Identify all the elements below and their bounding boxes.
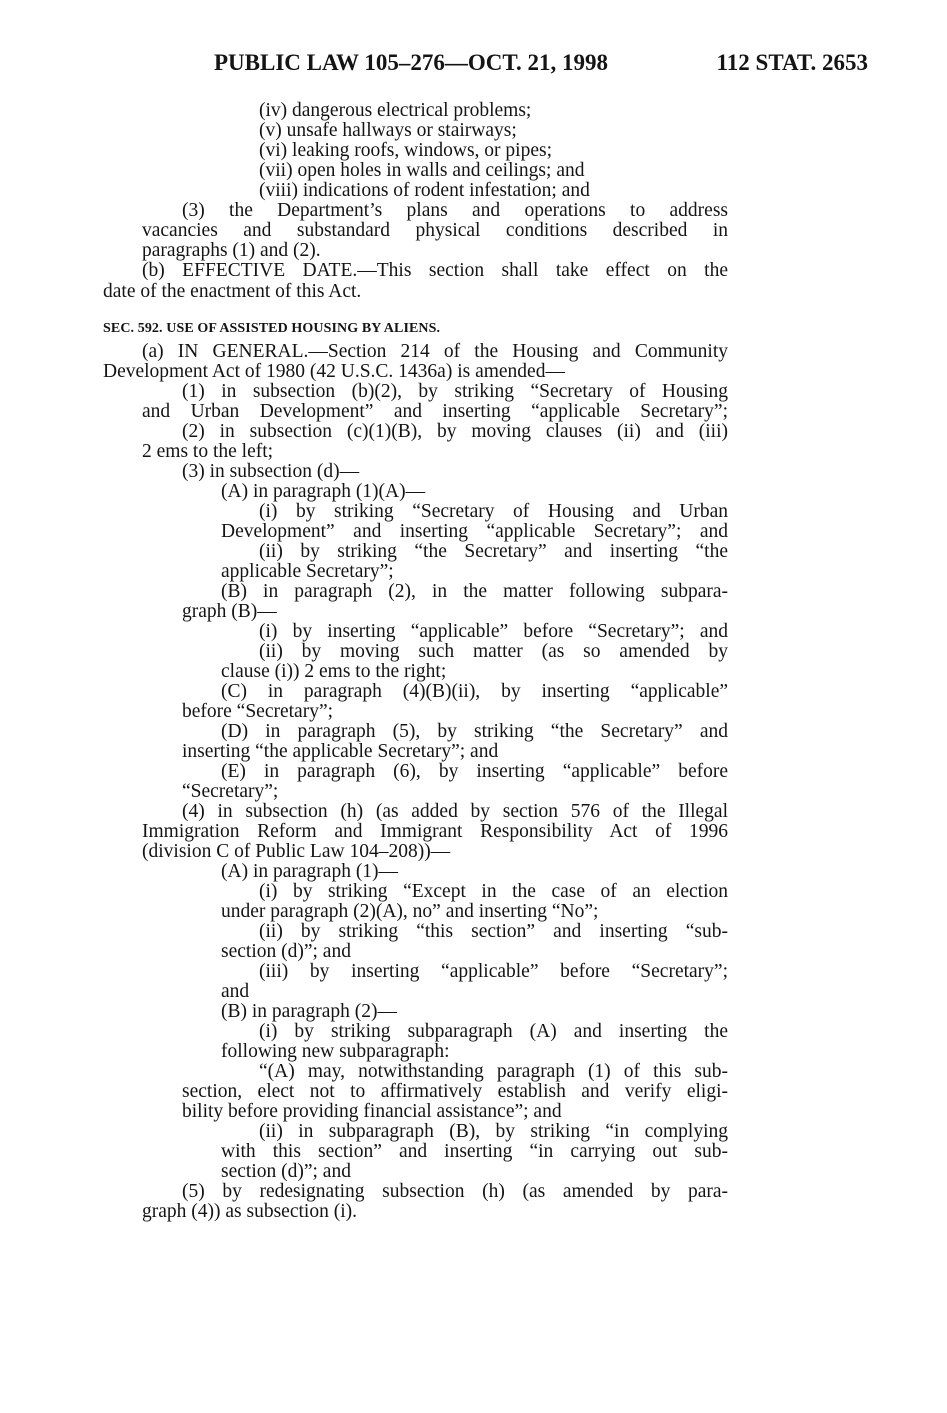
text-line: (ii) by striking “the Secretary” and inserting “the — [259, 541, 728, 562]
text-line: (i) by striking “Secretary of Housing and Urban — [259, 501, 728, 522]
text-line: bility before providing financial assistance”; and — [182, 1101, 562, 1122]
text-line: “(A) may, notwithstanding paragraph (1) of this sub- — [259, 1061, 728, 1082]
text-line: and Urban Development” and inserting “applicable Secretary”; — [142, 401, 728, 422]
text-line: date of the enactment of this Act. — [103, 281, 362, 302]
text-line: Development Act of 1980 (42 U.S.C. 1436a) is amended— — [103, 361, 565, 382]
text-line: inserting “the applicable Secretary”; and — [182, 741, 499, 762]
running-head — [214, 50, 868, 84]
text-line: (3) the Department’s plans and operations to address — [182, 200, 728, 221]
text-line: (B) in paragraph (2)— — [221, 1001, 397, 1022]
text-line: section (d)”; and — [221, 1161, 351, 1182]
text-line: (ii) by striking “this section” and inserting “sub- — [259, 921, 728, 942]
text-line: clause (i)) 2 ems to the right; — [221, 661, 447, 682]
text-line: (iv) dangerous electrical problems; — [259, 100, 532, 121]
text-line: (E) in paragraph (6), by inserting “applicable” before — [221, 761, 728, 782]
text-line: (b) EFFECTIVE DATE.—This section shall take effect on the — [142, 260, 728, 281]
text-line: before “Secretary”; — [182, 701, 334, 722]
text-line: 2 ems to the left; — [142, 441, 274, 462]
text-line: (4) in subsection (h) (as added by section 576 of the Illegal — [182, 801, 728, 822]
text-line: section, elect not to affirmatively establish and verify eligi- — [182, 1081, 728, 1102]
section-heading: SEC. 592. USE OF ASSISTED HOUSING BY ALIENS. — [103, 321, 441, 336]
text-line: and — [221, 981, 250, 1002]
text-line: (D) in paragraph (5), by striking “the Secretary” and — [221, 721, 728, 742]
text-line: following new subparagraph: — [221, 1041, 450, 1062]
text-line: applicable Secretary”; — [221, 561, 394, 582]
text-line: under paragraph (2)(A), no” and inserting “No”; — [221, 901, 599, 922]
running-head-page: 112 STAT. 2653 — [716, 50, 868, 75]
text-line: (vi) leaking roofs, windows, or pipes; — [259, 140, 552, 161]
text-line: (v) unsafe hallways or stairways; — [259, 120, 517, 141]
text-line: (ii) by moving such matter (as so amended by — [259, 641, 728, 662]
text-line: (division C of Public Law 104–208))— — [142, 841, 451, 862]
text-line: with this section” and inserting “in carrying out sub- — [221, 1141, 728, 1162]
text-line: (ii) in subparagraph (B), by striking “in complying — [259, 1121, 728, 1142]
text-line: (vii) open holes in walls and ceilings; and — [259, 160, 585, 181]
text-line: (i) by inserting “applicable” before “Secretary”; and — [259, 621, 728, 642]
text-line: (C) in paragraph (4)(B)(ii), by inserting “applicable” — [221, 681, 728, 702]
running-head-title: PUBLIC LAW 105–276—OCT. 21, 1998 — [214, 50, 609, 75]
text-line: (a) IN GENERAL.—Section 214 of the Housing and Community — [142, 341, 728, 362]
text-line: Development” and inserting “applicable Secretary”; and — [221, 521, 728, 542]
text-line: vacancies and substandard physical conditions described in — [142, 220, 728, 241]
text-line: (B) in paragraph (2), in the matter following subpara- — [221, 581, 728, 602]
text-line: section (d)”; and — [221, 941, 351, 962]
text-line: paragraphs (1) and (2). — [142, 240, 321, 261]
text-line: graph (B)— — [182, 601, 277, 622]
text-line: (A) in paragraph (1)(A)— — [221, 481, 426, 502]
text-line: (i) by striking “Except in the case of an election — [259, 881, 728, 902]
text-line: (5) by redesignating subsection (h) (as amended by para- — [182, 1181, 728, 1202]
text-line: (iii) by inserting “applicable” before “Secretary”; — [259, 961, 728, 982]
text-line: graph (4)) as subsection (i). — [142, 1201, 357, 1222]
text-line: (1) in subsection (b)(2), by striking “Secretary of Housing — [182, 381, 728, 402]
text-line: (A) in paragraph (1)— — [221, 861, 399, 882]
text-line: (i) by striking subparagraph (A) and inserting the — [259, 1021, 728, 1042]
text-line: (3) in subsection (d)— — [182, 461, 360, 482]
text-line: (2) in subsection (c)(1)(B), by moving clauses (ii) and (iii) — [182, 421, 728, 442]
text-line: (viii) indications of rodent infestation; and — [259, 180, 590, 201]
text-line: “Secretary”; — [182, 781, 279, 802]
text-line: Immigration Reform and Immigrant Responsibility Act of 1996 — [142, 821, 728, 842]
